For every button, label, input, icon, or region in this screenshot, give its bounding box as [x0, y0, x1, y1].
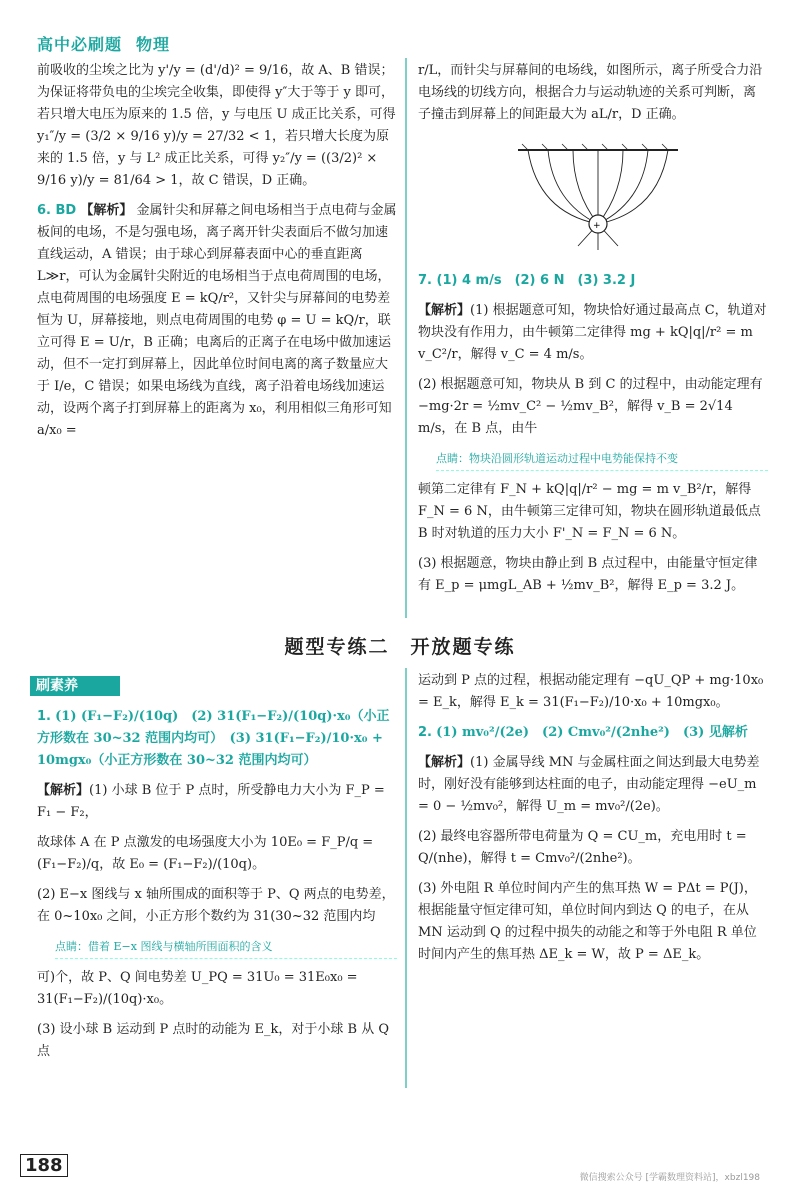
q7-p1-text: (1) 根据题意可知，物块恰好通过最高点 C，轨道对物块没有作用力，由牛顿第二定律得 mg + kQ|q|/r² = m v_C²/r，解得 v_C = 4 m/s。	[418, 303, 767, 362]
page-header	[37, 32, 170, 55]
header-subject: 物理	[136, 35, 171, 54]
q7-p1	[418, 300, 768, 366]
q7-p2: (2) 根据题意可知，物块从 B 到 C 的过程中，由动能定理有 −mg·2r = ½mv_C² − ½mv_B²，解得 v_B = 2√14 m/s，在 B 点，由牛	[418, 377, 763, 436]
q1-note: 点睛：借着 E−x 图线与横轴所围面积的含义	[55, 936, 397, 959]
footer-watermark: 微信搜索公众号 [学霸数理资料站]，xbzl198	[579, 1173, 760, 1183]
right-column-top	[418, 60, 768, 605]
rb-p1: 运动到 P 点的过程，根据动能定理有 −qU_QP + mg·10x₀ = E_k，解得 E_k = 31(F₁−F₂)/10·x₀ + 10mgx₀。	[418, 673, 764, 710]
header-title: 高中必刷题	[37, 35, 123, 54]
q2-tag: 2.	[418, 725, 432, 740]
q7-p4: (3) 根据题意，物块由静止到 B 点过程中，由能量守恒定律有 E_p = μmgL_AB + ½mv_B²，解得 E_p = 3.2 J。	[418, 556, 758, 593]
q2-answer-block	[418, 722, 768, 744]
q1-tag: 1.	[37, 709, 51, 724]
rb-p3: (2) 最终电容器所带电荷量为 Q = CU_m，充电用时 t = Q/(nhe)，解得 t = Cmv₀²/(2nhe²)。	[418, 829, 747, 866]
section-band: 刷素养	[30, 676, 120, 696]
right-top-paragraph: r/L，而针尖与屏幕间的电场线，如图所示，离子所受合力沿电场线的切线方向，根据合力与运动轨迹的关系可判断，离子撞击到屏幕上的间距最大为 aL/r，D 正确。	[418, 63, 763, 122]
q2-label: 【解析】	[418, 755, 471, 770]
q6-text: 金属针尖和屏幕之间电场相当于点电荷与金属板间的电场，不是匀强电场，离子离开针尖表面后不做匀加速直线运动，A 错误；由于球心到屏幕表面中心的垂直距离 L≫r，可认为金属针尖附近的电场相当于点电荷周围的电场，点电荷周围的电场强度 E = kQ/r²，又针尖与屏幕间的电势差恒为 U，屏幕接地，则点电荷周围的电势 φ = U = kQ/r，联立可得 E = U/r，B 正确；电离后的正离子在电场中做加速运动，但不一定打到屏幕上，因此单位时间电离的离子数量应大于 I/e，C 错误；如果电场线为直线，离子沿着电场线加速运动，设两个离子打到屏幕上的距离为 x₀，利用相似三角形可知 a/x₀ =	[37, 203, 397, 438]
q1-p1-text: (1) 小球 B 位于 P 点时，所受静电力大小为 F_P = F₁ − F₂，	[37, 783, 385, 820]
q2-answer: (1) mv₀²/(2e) (2) Cmv₀²/(2nhe²) (3) 见解析	[436, 725, 748, 740]
section-title: 题型专练二 开放题专练	[284, 636, 516, 658]
tip-charge-label: +	[593, 221, 601, 231]
q1-p3: (2) E−x 图线与 x 轴所围成的面积等于 P、Q 两点的电势差，在 0~10x₀ 之间，小正方形个数约为 31(30~32 范围内均	[37, 887, 395, 924]
q7-label: 【解析】	[418, 303, 471, 318]
field-lines	[528, 150, 668, 250]
q1-p4: 可)个，故 P、Q 间电势差 U_PQ = 31U₀ = 31E₀x₀ = 31(F₁−F₂)/(10q)·x₀。	[37, 970, 358, 1007]
q1-label: 【解析】	[37, 783, 90, 798]
q7-p3: 顿第二定律有 F_N + kQ|q|/r² − mg = m v_B²/r，解得 F_N = 6 N，由牛顿第三定律可知，物块在圆形轨道最低点 B 时对轨道的压力大小 F'_N = F_N = 6 N。	[418, 482, 761, 541]
rb-p2	[418, 752, 768, 818]
q7-block	[418, 270, 768, 292]
q7-tag: 7. (1) 4 m/s (2) 6 N (3) 3.2 J	[418, 273, 636, 288]
left-column-bottom	[37, 706, 397, 1071]
q7-note: 点睛：物块沿圆形轨道运动过程中电势能保持不变	[436, 448, 768, 471]
left-column-top	[37, 60, 397, 450]
column-divider-bottom	[405, 668, 407, 1088]
q1-p5: (3) 设小球 B 运动到 P 点时的动能为 E_k，对于小球 B 从 Q 点	[37, 1022, 389, 1059]
rb-p2-text: (1) 金属导线 MN 与金属柱面之间达到最大电势差时，刚好没有能够到达柱面的电子，由动能定理得 −eU_m = 0 − ½mv₀²，解得 U_m = mv₀²/(2e)。	[418, 755, 760, 814]
field-line-diagram	[518, 142, 678, 252]
left-top-paragraph: 前吸收的尘埃之比为 y'/y = (d'/d)² = 9/16，故 A、B 错误；为保证将带负电的尘埃完全收集，即使得 y″大于等于 y 即可，若只增大电压为原来的 1.5 倍，y 与电压 U 成正比关系，可得 y₁″/y = (3/2 × 9/16 y)/y = 27/32 < 1，若只增大长度为原来的 1.5 倍，y 与 L² 成正比关系，可得 y₂″/y = ((3/2)² × 9/16 y)/y = 81/64 > 1，故 C 错误，D 正确。	[37, 63, 396, 188]
column-divider-top	[405, 58, 407, 618]
right-column-bottom	[418, 670, 768, 974]
q1-answer: (1) (F₁−F₂)/(10q) (2) 31(F₁−F₂)/(10q)·x₀（小正方形数在 30~32 范围内均可） (3) 31(F₁−F₂)/10·x₀ + 10mgx₀（小正方形数在 30~32 范围内均可）	[37, 709, 390, 768]
q6-label: 【解析】	[80, 203, 133, 218]
q6-block	[37, 200, 397, 442]
q6-tag: 6. BD	[37, 203, 77, 218]
page-number: 188	[20, 1154, 68, 1177]
q1-p1	[37, 780, 397, 824]
q1-p2: 故球体 A 在 P 点激发的电场强度大小为 10E₀ = F_P/q = (F₁−F₂)/q，故 E₀ = (F₁−F₂)/(10q)。	[37, 835, 374, 872]
rb-p4: (3) 外电阻 R 单位时间内产生的焦耳热 W = PΔt = P(J)，根据能量守恒定律可知，单位时间内到达 Q 的电子，在从 MN 运动到 Q 的过程中损失的动能之和等于外电阻 R 单位时间内产生的焦耳热 ΔE_k = W，故 P = ΔE_k。	[418, 881, 757, 962]
q1-answer-block	[37, 706, 397, 772]
